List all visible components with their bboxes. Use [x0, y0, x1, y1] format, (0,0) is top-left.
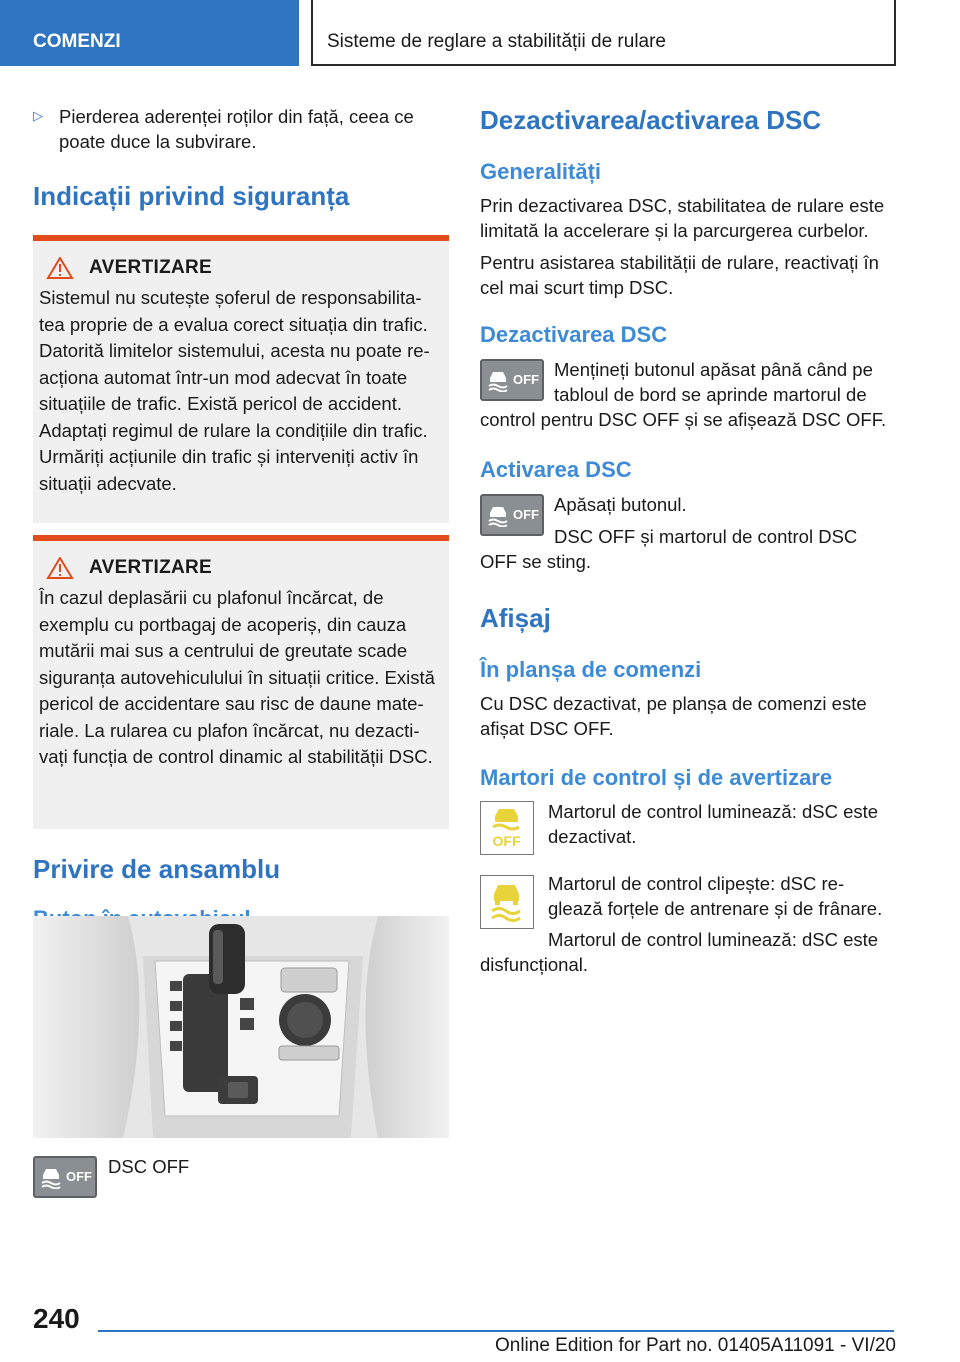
warning-header	[39, 557, 441, 579]
overview-heading: Privire de ansamblu	[33, 854, 281, 884]
button-caption: DSC OFF	[108, 1156, 190, 1177]
bullet-text: Pierderea aderenței roților din față, ceea ce poate duce la subvirare.	[59, 106, 414, 152]
button-caption-row	[33, 1156, 189, 1198]
dsc-off-lamp-icon	[480, 801, 534, 855]
dsc-off-button-icon	[33, 1156, 97, 1198]
dsc-off-button-icon	[480, 494, 544, 536]
lamps-heading: Martori de control și de avertizare	[480, 765, 833, 790]
main-heading: Dezactivarea/activarea DSC	[480, 105, 822, 135]
page-number: 240	[33, 1303, 80, 1334]
deactivate-row	[480, 359, 892, 407]
lamp3-text-cont: disfuncțional.	[480, 954, 588, 975]
deactivate-text-cont: control pentru DSC OFF și se afișează DSC OFF.	[480, 409, 887, 430]
safety-heading: Indicații privind siguranța	[33, 181, 350, 211]
car-skid-icon	[487, 368, 509, 392]
warning-title: AVERTIZARE	[89, 557, 212, 578]
warning-triangle-icon	[41, 557, 79, 579]
svg-text:OFF: OFF	[492, 833, 521, 849]
warning-triangle-icon	[41, 257, 79, 279]
footer-edition: Online Edition for Part no. 01405A11091 - VI/20	[494, 1335, 896, 1356]
lamp2-text: Martorul de control clipește: dSC re-glează forțele de antrenare și de frânare.	[548, 873, 883, 919]
page-header-title: Sisteme de reglare a stabilității de rulare	[311, 0, 896, 66]
dsc-lamp-icon	[480, 875, 534, 929]
deactivate-heading: Dezactivarea DSC	[480, 322, 668, 347]
left-column	[33, 104, 449, 933]
warning-box-2	[33, 535, 449, 829]
dsc-off-button-icon	[480, 359, 544, 401]
lamp1-text: Martorul de control luminează: dSC este dezactivat.	[548, 801, 879, 847]
deactivate-text: Mențineți butonul apăsat până când pe tabloul de bord se aprinde martorul de	[554, 359, 873, 405]
bullet-item	[33, 104, 449, 154]
car-skid-icon	[487, 503, 509, 527]
general-paragraph-1: Prin dezactivarea DSC, stabilitatea de rulare este limitată la accelerare și la parcurgerea curbelor.	[480, 195, 885, 241]
lamp3-text: Martorul de control luminează: dSC este	[548, 929, 879, 950]
warning-body: În cazul deplasării cu plafonul încărcat, de exemplu cu portbagaj de acoperiș, din cauza mutării mai sus a centrului de greutate scade siguranța autovehiculului în situații critice. Există pericol de accidentare sau risc de daune mate-riale. La rularea cu plafon încărcat, nu dezacti-vați funcția de control dinamic al stabilității DSC.	[39, 587, 435, 767]
activate-heading: Activarea DSC	[480, 457, 632, 482]
activate-step: Apăsați butonul.	[554, 494, 687, 515]
panel-heading: În planșa de comenzi	[480, 657, 702, 682]
center-console-illustration	[33, 916, 449, 1138]
warning-title: AVERTIZARE	[89, 257, 212, 278]
lamp1-row	[480, 801, 892, 855]
triangle-bullet-icon: ▷	[33, 108, 43, 123]
general-paragraph-2: Pentru asistarea stabilității de rulare, reactivați în cel mai scurt timp DSC.	[480, 252, 879, 298]
off-label: OFF	[513, 372, 539, 387]
activate-result: DSC OFF și martorul de control DSC	[554, 526, 858, 547]
display-heading: Afișaj	[480, 603, 551, 633]
off-label: OFF	[66, 1169, 92, 1184]
warning-body: Sistemul nu scutește șoferul de responsabilita-tea proprie de a evalua corect situația din trafic. Datorită limitelor sistemului, acesta nu poate re-acționa automat într-un mod adecvat în toate situațiile de trafic. Există pericol de accident. Adaptați regimul de rulare la condițiile din trafic. Urmăriți acțiunile din trafic și interveniți activ în situații adecvate.	[39, 287, 430, 494]
off-label: OFF	[513, 507, 539, 522]
panel-text: Cu DSC dezactivat, pe planșa de comenzi este afișat DSC OFF.	[480, 693, 867, 739]
general-heading: Generalități	[480, 159, 602, 184]
car-skid-icon	[40, 1165, 62, 1189]
center-console-photo	[33, 916, 449, 1138]
warning-header	[39, 257, 441, 279]
activate-row	[480, 494, 892, 549]
activate-result-cont: OFF se sting.	[480, 551, 592, 572]
right-column	[480, 104, 892, 977]
section-tab: COMENZI	[0, 0, 299, 66]
lamp2-row	[480, 875, 892, 929]
warning-box-1	[33, 235, 449, 523]
